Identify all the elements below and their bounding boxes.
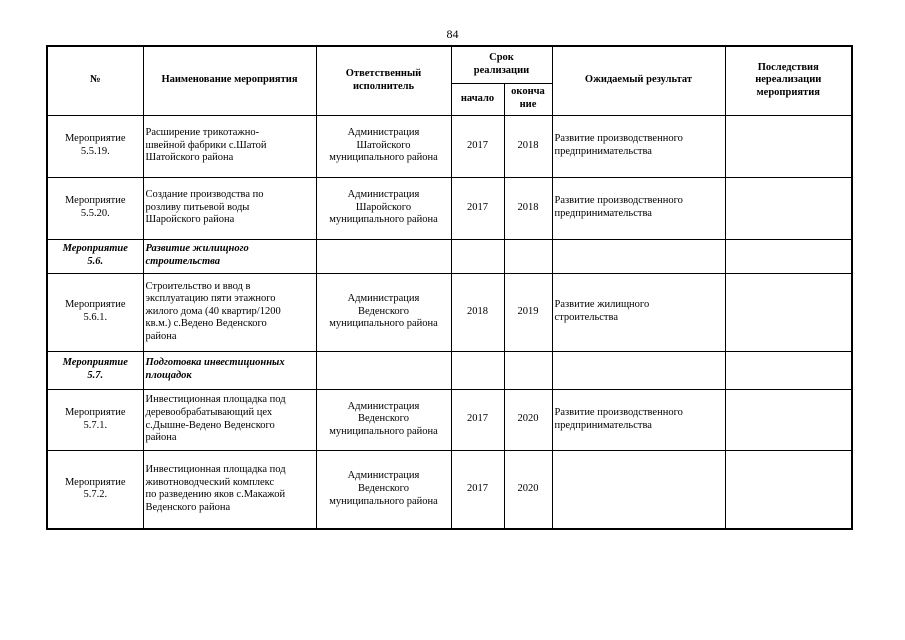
row-result: Развитие производственного предпринимательства (552, 389, 725, 450)
header-end: оконча ние (504, 83, 552, 115)
empty-cell (451, 351, 504, 389)
header-term: Срок реализации (451, 46, 552, 83)
measures-table (46, 45, 853, 530)
table-row (47, 389, 852, 450)
row-num: Мероприятие 5.6.1. (47, 273, 143, 351)
header-name: Наименование мероприятия (143, 46, 316, 115)
row-num: Мероприятие 5.5.19. (47, 115, 143, 177)
empty-cell (725, 351, 852, 389)
row-num: Мероприятие 5.5.20. (47, 177, 143, 239)
row-end: 2020 (504, 450, 552, 529)
row-num: Мероприятие 5.7.2. (47, 450, 143, 529)
empty-cell (451, 239, 504, 273)
row-consequences (725, 115, 852, 177)
row-result (552, 450, 725, 529)
empty-cell (316, 351, 451, 389)
table-row (47, 115, 852, 177)
empty-cell (504, 351, 552, 389)
row-consequences (725, 177, 852, 239)
row-end: 2018 (504, 115, 552, 177)
row-executor: Администрация Шаройского муниципального района (316, 177, 451, 239)
section-num: Мероприятие 5.6. (47, 239, 143, 273)
header-start: начало (451, 83, 504, 115)
row-result: Развитие жилищного строительства (552, 273, 725, 351)
row-start: 2017 (451, 450, 504, 529)
header-result: Ожидаемый результат (552, 46, 725, 115)
row-consequences (725, 450, 852, 529)
row-name: Инвестиционная площадка под животноводческий комплекс по разведению яков с.Макажой Веденского района (143, 450, 316, 529)
row-result: Развитие производственного предпринимательства (552, 177, 725, 239)
row-executor: Администрация Веденского муниципального района (316, 389, 451, 450)
empty-cell (316, 239, 451, 273)
row-end: 2020 (504, 389, 552, 450)
row-end: 2019 (504, 273, 552, 351)
row-name: Создание производства по розливу питьевой воды Шаройского района (143, 177, 316, 239)
table-row (47, 450, 852, 529)
row-name: Инвестиционная площадка под деревообрабатывающий цех с.Дышне-Ведено Веденского района (143, 389, 316, 450)
table-row (47, 273, 852, 351)
row-end: 2018 (504, 177, 552, 239)
row-start: 2018 (451, 273, 504, 351)
row-executor: Администрация Веденского муниципального района (316, 273, 451, 351)
empty-cell (725, 239, 852, 273)
section-name: Развитие жилищного строительства (143, 239, 316, 273)
header-consequences: Последствия нереализации мероприятия (725, 46, 852, 115)
header-executor: Ответственный исполнитель (316, 46, 451, 115)
row-start: 2017 (451, 177, 504, 239)
section-num: Мероприятие 5.7. (47, 351, 143, 389)
row-consequences (725, 389, 852, 450)
section-name: Подготовка инвестиционных площадок (143, 351, 316, 389)
row-executor: Администрация Веденского муниципального района (316, 450, 451, 529)
empty-cell (504, 239, 552, 273)
row-num: Мероприятие 5.7.1. (47, 389, 143, 450)
row-start: 2017 (451, 389, 504, 450)
header-num: № (47, 46, 143, 115)
empty-cell (552, 239, 725, 273)
empty-cell (552, 351, 725, 389)
row-result: Развитие производственного предпринимательства (552, 115, 725, 177)
section-row (47, 239, 852, 273)
row-consequences (725, 273, 852, 351)
row-name: Расширение трикотажно- швейной фабрики с.Шатой Шатойского района (143, 115, 316, 177)
row-start: 2017 (451, 115, 504, 177)
section-row (47, 351, 852, 389)
row-executor: Администрация Шатойского муниципального района (316, 115, 451, 177)
table-row (47, 177, 852, 239)
page-number: 84 (446, 27, 459, 41)
row-name: Строительство и ввод в эксплуатацию пяти этажного жилого дома (40 квартир/1200 кв.м.) с.Ведено Веденского района (143, 273, 316, 351)
